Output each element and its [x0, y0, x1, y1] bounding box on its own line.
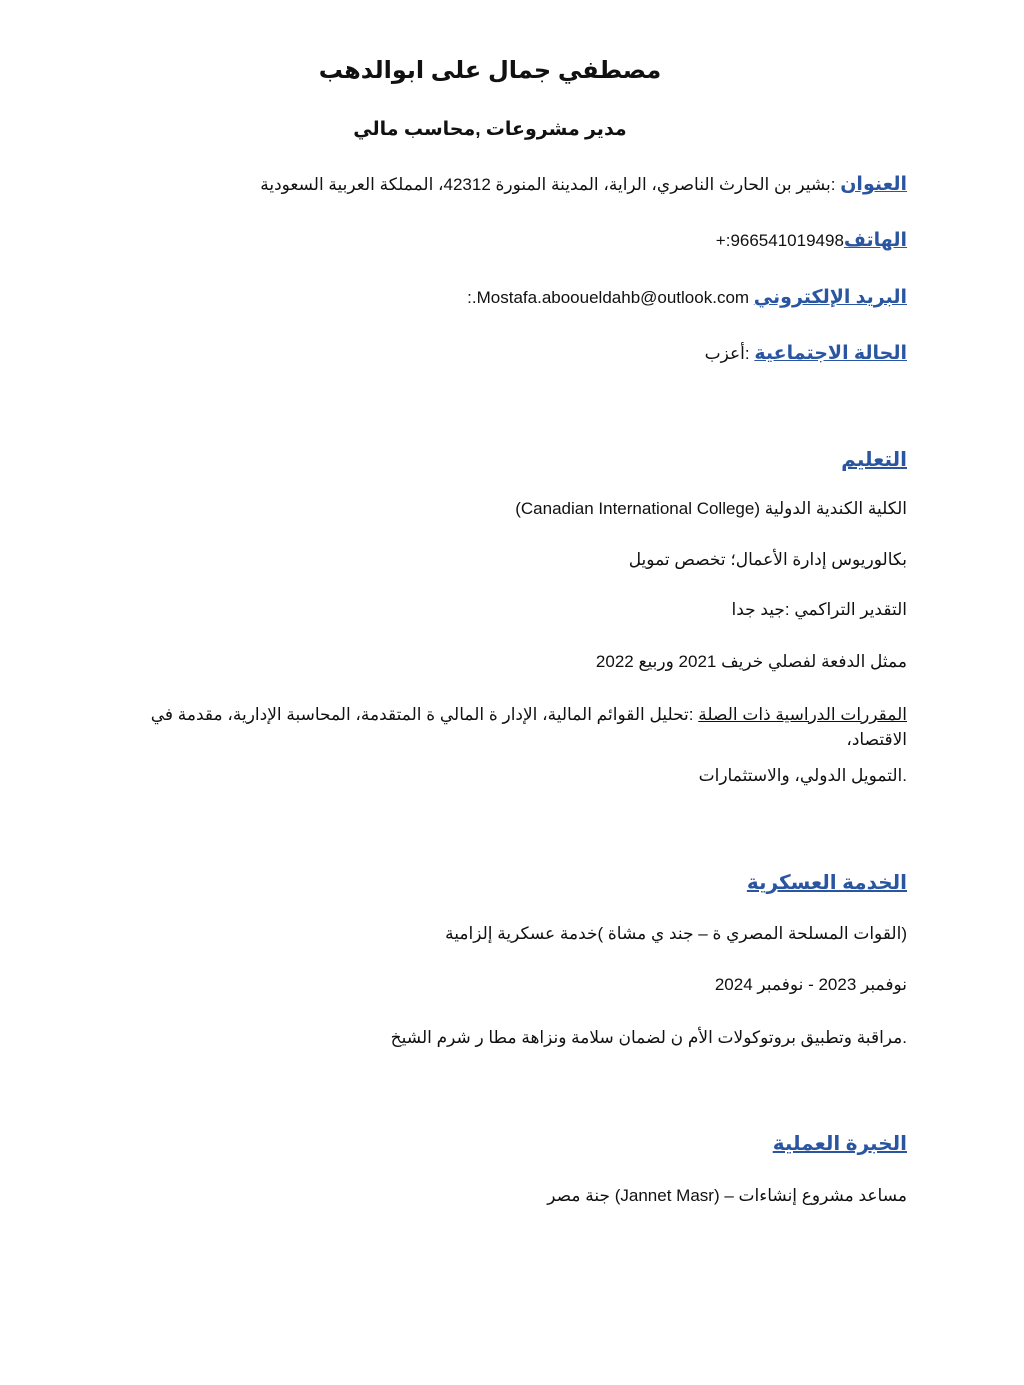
- education-heading: التعليم: [841, 449, 907, 471]
- education-courses: [137, 702, 907, 752]
- email-line: [467, 286, 907, 309]
- phone-label: الهاتف: [843, 230, 907, 251]
- marital-status-value: :أعزب: [704, 344, 750, 363]
- military-duty: .مراقبة وتطبيق بروتوكولات الأم ن لضمان سلامة ونزاهة مطا ر شرم الشيخ: [390, 1028, 907, 1047]
- education-degree: بكالوريوس إدارة الأعمال؛ تخصص تمويل: [628, 550, 907, 569]
- education-college: (Canadian International College) الكلية الكندية الدولية: [515, 499, 907, 518]
- phone-line: [716, 229, 907, 252]
- marital-status-line: [705, 342, 907, 365]
- experience-job: مساعد مشروع إنشاءات – (Jannet Masr) جنة مصر: [547, 1186, 907, 1205]
- address-label: العنوان: [840, 174, 907, 195]
- military-unit: (القوات المسلحة المصري ة – جند ي مشاة )خدمة عسكرية إلزامية: [445, 924, 907, 943]
- education-representative: ممثل الدفعة لفصلي خريف 2021 وربيع 2022: [595, 652, 907, 671]
- education-courses-continued: .التمويل الدولي، والاستثمارات: [698, 766, 907, 785]
- address-value: :بشير بن الحارث الناصري، الراية، المدينة المنورة 42312، المملكة العربية السعودية: [260, 175, 836, 194]
- phone-value: 966541019498:+: [715, 231, 844, 250]
- marital-status-label: الحالة الاجتماعية: [754, 343, 907, 364]
- military-heading: الخدمة العسكرية: [746, 872, 907, 894]
- email-label: البريد الإلكتروني: [753, 287, 907, 308]
- address-line: [260, 173, 907, 196]
- resume-name: مصطفي جمال على ابوالدهب: [318, 57, 662, 84]
- military-period: نوفمبر 2023 - نوفمبر 2024: [714, 975, 907, 994]
- resume-job-title: مدير مشروعات ,محاسب مالي: [353, 119, 627, 140]
- experience-heading: الخبرة العملية: [772, 1133, 907, 1155]
- courses-value: :تحليل القوائم المالية، الإدار ة المالي ة المتقدمة، المحاسبة الإدارية، مقدمة في الاقتصاد،: [150, 705, 907, 749]
- email-value: Mostafa.abooueldahb@outlook.com.:: [467, 288, 750, 307]
- education-grade: التقدير التراكمي :جيد جدا: [731, 600, 907, 619]
- courses-label: المقررات الدراسية ذات الصلة: [698, 705, 907, 724]
